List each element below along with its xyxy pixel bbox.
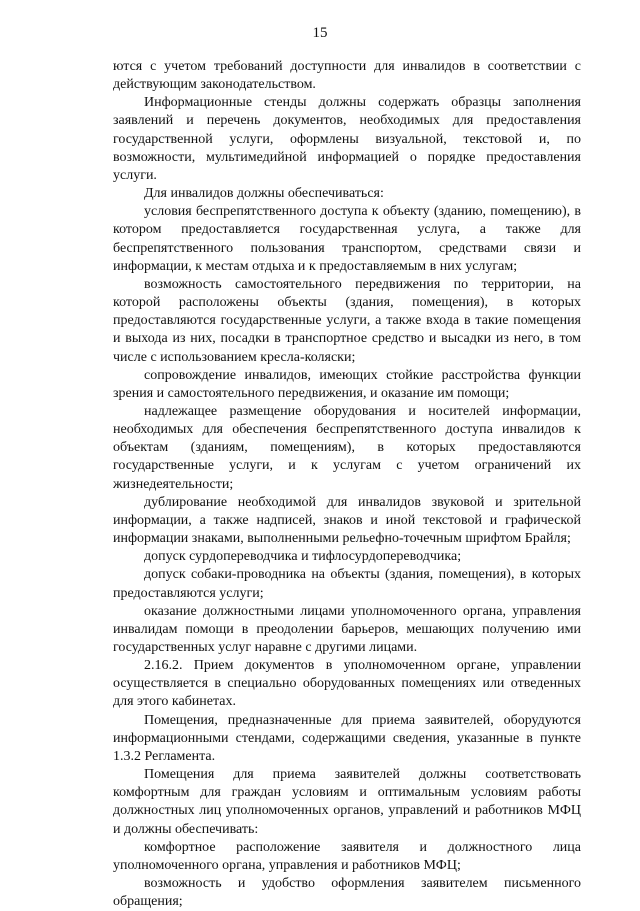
paragraph-room-requirements: Помещения для приема заявителей должны соответствовать комфортным для граждан условиям и оптимальным условиям работы должностных лиц уполномоченных органов, управлений и работников МФЦ и должны обеспечивать: bbox=[113, 767, 581, 837]
paragraph-official-assistance: оказание должностными лицами уполномоченного органа, управления инвалидам помощи в преодолении барьеров, мешающих получению ими государственных услуг наравне с другими лицами. bbox=[113, 603, 581, 655]
paragraph-guide-dog: допуск собаки-проводника на объекты (здания, помещения), в которых предоставляются услуги; bbox=[113, 567, 581, 601]
paragraph-comfortable-seating: комфортное расположение заявителя и должностного лица уполномоченного органа, управления и работников МФЦ; bbox=[113, 839, 581, 873]
paragraph-escort: сопровождение инвалидов, имеющих стойкие расстройства функции зрения и самостоятельного передвижения, и оказание им помощи; bbox=[113, 367, 581, 401]
paragraph-info-stands: Информационные стенды должны содержать образцы заполнения заявлений и перечень документов, необходимых для предоставления государственной услуги, оформлены визуальной, текстовой и, по возможности, мультимедийной информацией о порядке предоставления услуги. bbox=[113, 95, 581, 183]
paragraph-disabled-intro: Для инвалидов должны обеспечиваться: bbox=[144, 186, 384, 202]
paragraph-equipment-placement: надлежащее размещение оборудования и носителей информации, необходимых для обеспечения беспрепятственного доступа инвалидов к объектам (зданиям, помещениям), в которых предоставляются государственные услуги, и к услугам с учетом ограничений их жизнедеятельности; bbox=[113, 403, 581, 492]
paragraph-section-2-16-2: 2.16.2. Прием документов в уполномоченном органе, управлении осуществляется в специально оборудованных помещениях или отведенных для этого кабинетах. bbox=[113, 658, 581, 710]
paragraph-sign-interpreter: допуск сурдопереводчика и тифлосурдопереводчика; bbox=[144, 549, 462, 565]
paragraph-independent-movement: возможность самостоятельного передвижения по территории, на которой расположены объекты (здания, помещения), в которых предоставляются государственные услуги, а также входа в такие помещения и выхода из них, посадки в транспортное средство и высадки из него, в том числе с использованием кресла-коляски; bbox=[113, 276, 581, 365]
paragraph-continuation: ются с учетом требований доступности для инвалидов в соответствии с действующим законодательством. bbox=[113, 59, 581, 93]
body-text bbox=[113, 58, 581, 911]
paragraph-braille-duplication: дублирование необходимой для инвалидов звуковой и зрительной информации, а также надписей, знаков и иной текстовой и графической информации знаками, выполненными рельефно-точечным шрифтом Брайля; bbox=[113, 494, 581, 547]
paragraph-free-access: условия беспрепятственного доступа к объекту (зданию, помещению), в котором предоставляется государственная услуга, а также для беспрепятственного пользования транспортом, средствами связи и информации, к местам отдыха и к предоставляемым в них услугам; bbox=[113, 204, 581, 274]
paragraph-reception-rooms: Помещения, предназначенные для приема заявителей, оборудуются информационными стендами, содержащими сведения, указанные в пункте 1.3.2 Регламента. bbox=[113, 712, 581, 764]
paragraph-written-request: возможность и удобство оформления заявителем письменного обращения; bbox=[113, 876, 581, 910]
page-number: 15 bbox=[312, 25, 328, 41]
